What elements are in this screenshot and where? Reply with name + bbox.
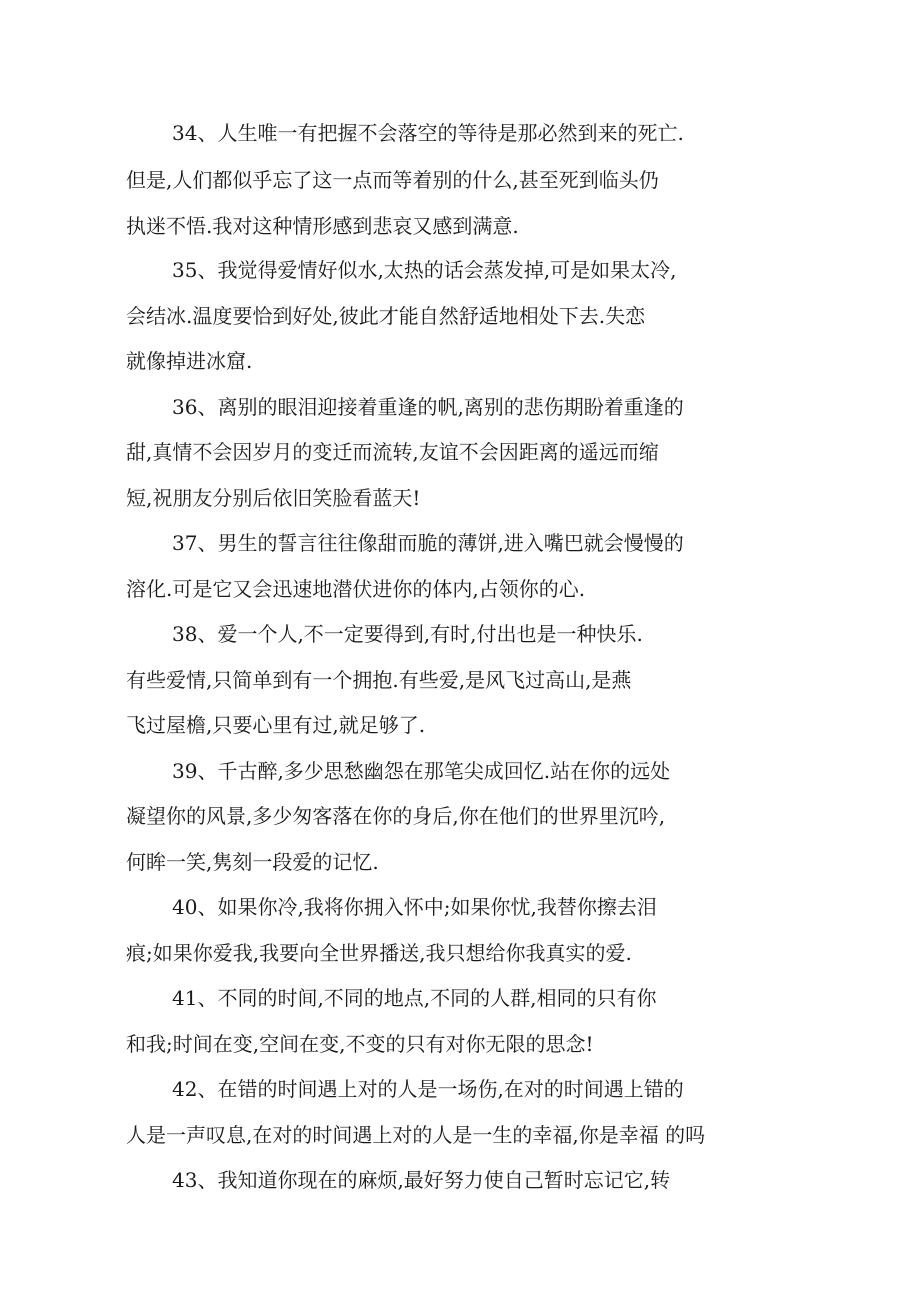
paragraph-34-line-1: 34、人生唯一有把握不会落空的等待是那必然到来的死亡. [172, 121, 684, 145]
paragraph-36-line-1: 36、离别的眼泪迎接着重逢的帆,离别的悲伤期盼着重逢的 [172, 395, 684, 419]
paragraph-40-line-2: 痕;如果你爱我,我要向全世界播送,我只想给你我真实的爱. [126, 941, 632, 965]
paragraph-39-line-2: 凝望你的风景,多少匆客落在你的身后,你在他们的世界里沉吟, [126, 804, 666, 828]
paragraph-42-line-1: 42、在错的时间遇上对的人是一场伤,在对的时间遇上错的 [172, 1077, 684, 1101]
paragraph-37-line-1: 37、男生的誓言往往像甜而脆的薄饼,进入嘴巴就会慢慢的 [172, 531, 684, 555]
paragraph-36-line-2: 甜,真情不会因岁月的变迁而流转,友谊不会因距离的遥远而缩 [126, 440, 659, 464]
paragraph-37-line-2: 溶化.可是它又会迅速地潜伏进你的体内,占领你的心. [126, 577, 586, 601]
paragraph-38-line-2: 有些爱情,只简单到有一个拥抱.有些爱,是风飞过高山,是燕 [126, 668, 632, 692]
paragraph-38-line-1: 38、爱一个人,不一定要得到,有时,付出也是一种快乐. [172, 622, 643, 646]
paragraph-39-line-3: 何眸一笑,隽刻一段爱的记忆. [126, 850, 379, 874]
paragraph-41-line-1: 41、不同的时间,不同的地点,不同的人群,相同的只有你 [172, 986, 657, 1010]
paragraph-35-line-1: 35、我觉得爱情好似水,太热的话会蒸发掉,可是如果太冷, [172, 258, 677, 282]
paragraph-36-line-3: 短,祝朋友分别后依旧笑脸看蓝天! [126, 486, 421, 510]
paragraph-40-line-1: 40、如果你冷,我将你拥入怀中;如果你忧,我替你擦去泪 [172, 895, 657, 919]
paragraph-35-line-3: 就像掉进冰窟. [126, 349, 253, 373]
paragraph-41-line-2: 和我;时间在变,空间在变,不变的只有对你无限的思念! [126, 1032, 594, 1056]
paragraph-38-line-3: 飞过屋檐,只要心里有过,就足够了. [126, 713, 426, 737]
paragraph-43-line-1: 43、我知道你现在的麻烦,最好努力使自己暂时忘记它,转 [172, 1168, 671, 1192]
paragraph-35-line-2: 会结冰.温度要恰到好处,彼此才能自然舒适地相处下去.失恋 [126, 304, 646, 328]
paragraph-34-line-2: 但是,人们都似乎忘了这一点而等着别的什么,甚至死到临头仍 [126, 168, 659, 192]
paragraph-42-line-2: 人是一声叹息,在对的时间遇上对的人是一生的幸福,你是幸福 的吗 [126, 1123, 706, 1147]
paragraph-39-line-1: 39、千古醉,多少思愁幽怨在那笔尖成回忆.站在你的远处 [172, 759, 671, 783]
paragraph-34-line-3: 执迷不悟.我对这种情形感到悲哀又感到满意. [126, 214, 519, 238]
